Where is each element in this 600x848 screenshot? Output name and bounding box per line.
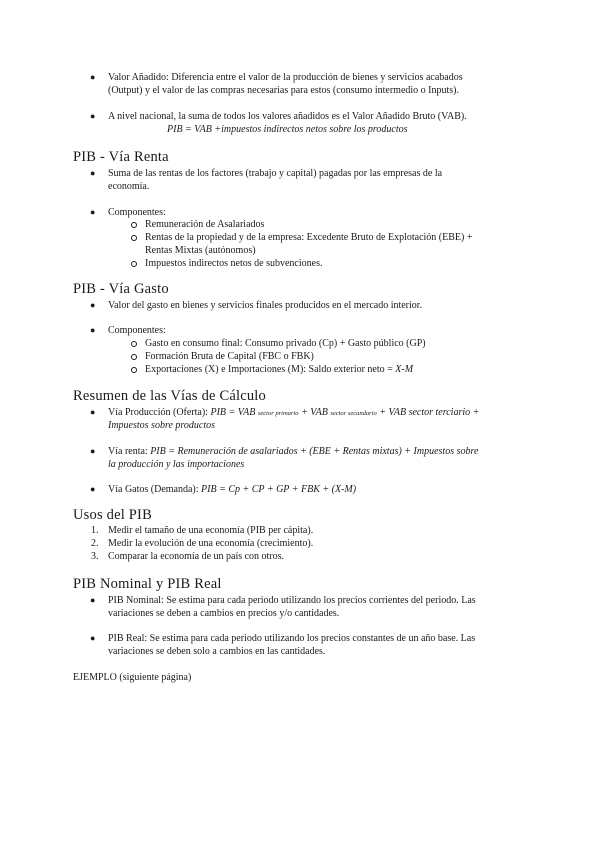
bullet: ● bbox=[90, 446, 96, 456]
resumen-produccion-line1: Vía Producción (Oferta): PIB = VAB sector primario + VAB sector secundario + VAB sector terciario + bbox=[108, 407, 480, 418]
bullet: ● bbox=[90, 484, 96, 494]
gasto-components-label: Componentes: bbox=[108, 325, 166, 336]
gasto-component-1: Gasto en consumo final: Consumo privado (Cp) + Gasto público (GP) bbox=[145, 338, 426, 349]
resumen-renta-line1: Vía renta: PIB = Remuneración de asalariados + (EBE + Rentas mixtas) + Impuestos sobre bbox=[108, 446, 479, 457]
circle-bullet bbox=[131, 261, 137, 267]
list-number: 2. bbox=[91, 538, 99, 549]
heading-via-gasto: PIB - Vía Gasto bbox=[73, 281, 169, 297]
real-text-line1: PIB Real: Se estima para cada periodo utilizando los precios constantes de un año base. Las bbox=[108, 633, 476, 644]
bullet: ● bbox=[90, 633, 96, 643]
resumen-gastos: Vía Gatos (Demanda): PIB = Cp + CP + GP + FBK + (X-M) bbox=[108, 484, 357, 495]
renta-text-line1: Suma de las rentas de los factores (trabajo y capital) pagadas por las empresas de la bbox=[108, 168, 443, 179]
renta-components-label: Componentes: bbox=[108, 207, 166, 218]
vab-text-line1: Valor Añadido: Diferencia entre el valor de la producción de bienes y servicios acabados bbox=[108, 72, 463, 83]
vab-formula: PIB = VAB +impuestos indirectos netos sobre los productos bbox=[167, 124, 408, 135]
resumen-produccion-line2: Impuestos sobre productos bbox=[108, 420, 216, 431]
usos-item-1: Medir el tamaño de una economía (PIB per cápita). bbox=[108, 525, 314, 536]
bullet: ● bbox=[90, 111, 96, 121]
list-number: 3. bbox=[91, 551, 99, 562]
bullet: ● bbox=[90, 207, 96, 217]
vab-national-text: A nivel nacional, la suma de todos los valores añadidos es el Valor Añadido Bruto (VAB). bbox=[108, 111, 467, 122]
circle-bullet bbox=[131, 222, 137, 228]
circle-bullet bbox=[131, 235, 137, 241]
bullet: ● bbox=[90, 168, 96, 178]
gasto-text: Valor del gasto en bienes y servicios finales producidos en el mercado interior. bbox=[108, 300, 423, 311]
usos-item-2: Medir la evolución de una economía (crecimiento). bbox=[108, 538, 314, 549]
renta-component-2-line2: Rentas Mixtas (autónomos) bbox=[145, 245, 256, 256]
list-number: 1. bbox=[91, 525, 99, 536]
renta-component-2-line1: Rentas de la propiedad y de la empresa: Excedente Bruto de Explotación (EBE) + bbox=[145, 232, 473, 243]
gasto-component-3: Exportaciones (X) e Importaciones (M): Saldo exterior neto = X-M bbox=[145, 364, 414, 375]
nominal-text-line2: variaciones se deben a cambios en precios y/o cantidades. bbox=[108, 608, 340, 619]
resumen-renta-line2: la producción y las importaciones bbox=[108, 459, 245, 470]
bullet: ● bbox=[90, 300, 96, 310]
ejemplo-note: EJEMPLO (siguiente página) bbox=[73, 672, 192, 683]
usos-item-3: Comparar la economía de un país con otros. bbox=[108, 551, 285, 562]
heading-nominal-real: PIB Nominal y PIB Real bbox=[73, 576, 222, 592]
circle-bullet bbox=[131, 341, 137, 347]
circle-bullet bbox=[131, 367, 137, 373]
renta-text-line2: economía. bbox=[108, 181, 150, 192]
nominal-text-line1: PIB Nominal: Se estima para cada periodo utilizando los precios corrientes del periodo. Las bbox=[108, 595, 476, 606]
renta-component-3: Impuestos indirectos netos de subvenciones. bbox=[145, 258, 323, 269]
real-text-line2: variaciones se deben solo a cambios en las cantidades. bbox=[108, 646, 326, 657]
heading-resumen: Resumen de las Vías de Cálculo bbox=[73, 388, 266, 404]
gasto-component-2: Formación Bruta de Capital (FBC o FBK) bbox=[145, 351, 314, 362]
heading-via-renta: PIB - Vía Renta bbox=[73, 149, 169, 165]
renta-component-1: Remuneración de Asalariados bbox=[145, 219, 265, 230]
bullet: ● bbox=[90, 407, 96, 417]
bullet: ● bbox=[90, 325, 96, 335]
circle-bullet bbox=[131, 354, 137, 360]
vab-text-line2: (Output) y el valor de las compras necesarias para estos (consumo intermedio o Inputs). bbox=[108, 85, 460, 96]
heading-usos: Usos del PIB bbox=[73, 507, 152, 523]
bullet: ● bbox=[90, 72, 96, 82]
bullet: ● bbox=[90, 595, 96, 605]
